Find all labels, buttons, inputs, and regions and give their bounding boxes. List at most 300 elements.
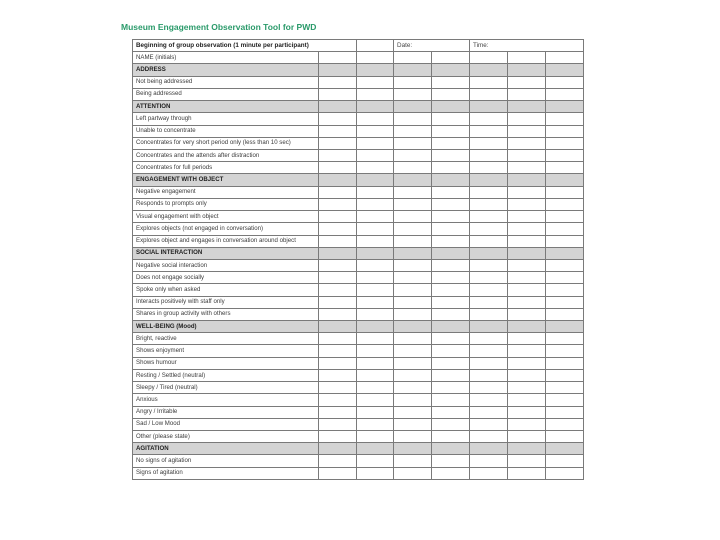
entry-cell[interactable]	[470, 174, 508, 186]
entry-cell[interactable]	[357, 113, 394, 125]
entry-cell[interactable]	[508, 113, 546, 125]
entry-cell[interactable]	[546, 272, 584, 284]
entry-cell[interactable]	[357, 101, 394, 113]
entry-cell[interactable]	[508, 321, 546, 333]
observation-item-label: Visual engagement with object	[133, 211, 319, 223]
entry-cell[interactable]	[470, 125, 508, 137]
observation-item-row	[133, 88, 584, 100]
entry-cell[interactable]	[432, 369, 470, 381]
entry-cell[interactable]	[357, 455, 394, 467]
entry-cell[interactable]	[508, 418, 546, 430]
entry-cell[interactable]	[508, 162, 546, 174]
entry-cell[interactable]	[319, 259, 357, 271]
entry-cell[interactable]	[508, 88, 546, 100]
entry-cell[interactable]	[357, 52, 394, 64]
entry-cell[interactable]	[319, 345, 357, 357]
observation-item-row	[133, 394, 584, 406]
entry-cell[interactable]	[394, 259, 432, 271]
entry-cell[interactable]	[508, 345, 546, 357]
observation-item-label: No signs of agitation	[133, 455, 319, 467]
observation-item-label: Shares in group activity with others	[133, 308, 319, 320]
entry-cell[interactable]	[546, 406, 584, 418]
entry-cell[interactable]	[394, 333, 432, 345]
entry-cell[interactable]	[319, 394, 357, 406]
entry-cell[interactable]	[394, 211, 432, 223]
entry-cell[interactable]	[432, 467, 470, 479]
entry-cell[interactable]	[394, 174, 432, 186]
entry-cell[interactable]	[470, 357, 508, 369]
entry-cell[interactable]	[470, 443, 508, 455]
entry-cell[interactable]	[357, 223, 394, 235]
entry-cell[interactable]	[432, 247, 470, 259]
entry-cell[interactable]	[319, 431, 357, 443]
entry-cell[interactable]	[546, 76, 584, 88]
entry-cell[interactable]	[470, 76, 508, 88]
entry-cell[interactable]	[394, 137, 432, 149]
entry-cell[interactable]	[432, 198, 470, 210]
entry-cell[interactable]	[508, 52, 546, 64]
observation-item-row	[133, 211, 584, 223]
entry-cell[interactable]	[432, 455, 470, 467]
entry-cell[interactable]	[357, 174, 394, 186]
entry-cell[interactable]	[432, 211, 470, 223]
entry-cell[interactable]	[470, 333, 508, 345]
time-label[interactable]: Time:	[470, 40, 584, 52]
form-title: Museum Engagement Observation Tool for PWD	[121, 22, 317, 32]
entry-cell[interactable]	[357, 162, 394, 174]
observation-item-row	[133, 223, 584, 235]
entry-cell[interactable]	[394, 272, 432, 284]
entry-cell[interactable]	[319, 247, 357, 259]
entry-cell[interactable]	[546, 394, 584, 406]
entry-cell[interactable]	[432, 308, 470, 320]
observation-item-row	[133, 259, 584, 271]
entry-cell[interactable]	[394, 357, 432, 369]
entry-cell[interactable]	[470, 137, 508, 149]
entry-cell[interactable]	[357, 64, 394, 76]
entry-cell[interactable]	[432, 64, 470, 76]
entry-cell[interactable]	[319, 333, 357, 345]
entry-cell[interactable]	[470, 52, 508, 64]
entry-cell[interactable]	[432, 223, 470, 235]
entry-cell[interactable]	[357, 443, 394, 455]
entry-cell[interactable]	[319, 174, 357, 186]
entry-cell[interactable]	[394, 467, 432, 479]
entry-cell[interactable]	[394, 284, 432, 296]
entry-cell[interactable]	[357, 382, 394, 394]
entry-cell[interactable]	[319, 272, 357, 284]
entry-cell[interactable]	[546, 357, 584, 369]
entry-cell[interactable]	[357, 284, 394, 296]
entry-cell[interactable]	[470, 198, 508, 210]
observation-item-row	[133, 369, 584, 381]
entry-cell[interactable]	[508, 247, 546, 259]
entry-cell[interactable]	[394, 406, 432, 418]
entry-cell[interactable]	[394, 321, 432, 333]
entry-cell[interactable]	[357, 345, 394, 357]
entry-cell[interactable]	[546, 52, 584, 64]
entry-cell[interactable]	[357, 186, 394, 198]
entry-cell[interactable]	[357, 321, 394, 333]
section-heading: ATTENTION	[133, 101, 319, 113]
section-heading: AGITATION	[133, 443, 319, 455]
observation-item-row	[133, 235, 584, 247]
entry-cell[interactable]	[319, 418, 357, 430]
entry-cell[interactable]	[357, 357, 394, 369]
entry-cell[interactable]	[470, 406, 508, 418]
observation-item-label: Being addressed	[133, 88, 319, 100]
entry-cell[interactable]	[319, 357, 357, 369]
observation-item-label: Concentrates and the attends after distraction	[133, 149, 319, 161]
entry-cell[interactable]	[432, 272, 470, 284]
entry-cell[interactable]	[546, 235, 584, 247]
entry-cell[interactable]	[357, 418, 394, 430]
entry-cell[interactable]	[470, 272, 508, 284]
section-heading-row	[133, 321, 584, 333]
entry-cell[interactable]	[432, 357, 470, 369]
entry-cell[interactable]	[319, 149, 357, 161]
entry-cell[interactable]	[319, 406, 357, 418]
section-heading: ENGAGEMENT WITH OBJECT	[133, 174, 319, 186]
entry-cell[interactable]	[470, 211, 508, 223]
observation-item-label: Other (please state)	[133, 431, 319, 443]
entry-cell[interactable]	[394, 431, 432, 443]
observation-item-label: Explores objects (not engaged in conversation)	[133, 223, 319, 235]
entry-cell[interactable]	[508, 284, 546, 296]
entry-cell[interactable]	[432, 186, 470, 198]
entry-cell[interactable]	[432, 443, 470, 455]
entry-cell[interactable]	[319, 198, 357, 210]
entry-cell[interactable]	[432, 296, 470, 308]
entry-cell[interactable]	[319, 52, 357, 64]
entry-cell[interactable]	[508, 394, 546, 406]
entry-cell[interactable]	[319, 162, 357, 174]
entry-cell[interactable]	[470, 455, 508, 467]
entry-cell[interactable]	[470, 88, 508, 100]
entry-cell[interactable]	[546, 333, 584, 345]
entry-cell[interactable]	[508, 198, 546, 210]
entry-cell[interactable]	[357, 211, 394, 223]
entry-cell[interactable]	[357, 296, 394, 308]
entry-cell[interactable]	[432, 333, 470, 345]
entry-cell[interactable]	[357, 467, 394, 479]
entry-cell[interactable]	[508, 296, 546, 308]
entry-cell[interactable]	[470, 101, 508, 113]
section-heading-row	[133, 174, 584, 186]
observation-item-row	[133, 333, 584, 345]
entry-cell[interactable]	[546, 321, 584, 333]
entry-cell[interactable]	[546, 88, 584, 100]
header-row	[133, 40, 584, 52]
entry-cell[interactable]	[508, 357, 546, 369]
entry-cell[interactable]	[546, 418, 584, 430]
entry-cell[interactable]	[432, 284, 470, 296]
entry-cell[interactable]	[508, 137, 546, 149]
observation-item-label: Explores object and engages in conversation around object	[133, 235, 319, 247]
entry-cell[interactable]	[470, 321, 508, 333]
entry-cell[interactable]	[508, 125, 546, 137]
entry-cell[interactable]	[546, 64, 584, 76]
entry-cell[interactable]	[470, 162, 508, 174]
entry-cell[interactable]	[470, 284, 508, 296]
entry-cell[interactable]	[546, 174, 584, 186]
entry-cell[interactable]	[319, 64, 357, 76]
entry-cell[interactable]	[470, 418, 508, 430]
observation-item-label: Responds to prompts only	[133, 198, 319, 210]
header-blank-cell[interactable]	[357, 40, 394, 52]
entry-cell[interactable]	[546, 467, 584, 479]
observation-item-label: Sad / Low Mood	[133, 418, 319, 430]
entry-cell[interactable]	[432, 174, 470, 186]
entry-cell[interactable]	[357, 137, 394, 149]
entry-cell[interactable]	[546, 296, 584, 308]
entry-cell[interactable]	[319, 467, 357, 479]
entry-cell[interactable]	[470, 345, 508, 357]
entry-cell[interactable]	[394, 149, 432, 161]
entry-cell[interactable]	[432, 382, 470, 394]
entry-cell[interactable]	[508, 101, 546, 113]
entry-cell[interactable]	[357, 125, 394, 137]
section-heading-row	[133, 443, 584, 455]
entry-cell[interactable]	[470, 369, 508, 381]
entry-cell[interactable]	[394, 443, 432, 455]
observation-item-row	[133, 431, 584, 443]
entry-cell[interactable]	[357, 259, 394, 271]
entry-cell[interactable]	[432, 76, 470, 88]
entry-cell[interactable]	[357, 149, 394, 161]
entry-cell[interactable]	[357, 369, 394, 381]
entry-cell[interactable]	[394, 52, 432, 64]
entry-cell[interactable]	[470, 113, 508, 125]
entry-cell[interactable]	[432, 88, 470, 100]
observation-item-label: Shows enjoyment	[133, 345, 319, 357]
entry-cell[interactable]	[470, 394, 508, 406]
entry-cell[interactable]	[319, 321, 357, 333]
entry-cell[interactable]	[470, 235, 508, 247]
entry-cell[interactable]	[546, 345, 584, 357]
observation-item-label: Sleepy / Tired (neutral)	[133, 382, 319, 394]
entry-cell[interactable]	[508, 431, 546, 443]
entry-cell[interactable]	[470, 247, 508, 259]
entry-cell[interactable]	[319, 76, 357, 88]
entry-cell[interactable]	[394, 345, 432, 357]
entry-cell[interactable]	[508, 369, 546, 381]
observation-item-label: Signs of agitation	[133, 467, 319, 479]
section-heading: SOCIAL INTERACTION	[133, 247, 319, 259]
entry-cell[interactable]	[432, 394, 470, 406]
entry-cell[interactable]	[546, 259, 584, 271]
entry-cell[interactable]	[432, 259, 470, 271]
entry-cell[interactable]	[319, 284, 357, 296]
entry-cell[interactable]	[394, 394, 432, 406]
entry-cell[interactable]	[432, 321, 470, 333]
entry-cell[interactable]	[546, 198, 584, 210]
entry-cell[interactable]	[508, 259, 546, 271]
entry-cell[interactable]	[546, 186, 584, 198]
entry-cell[interactable]	[546, 149, 584, 161]
observation-item-label: Does not engage socially	[133, 272, 319, 284]
entry-cell[interactable]	[432, 52, 470, 64]
observation-item-row	[133, 455, 584, 467]
observation-item-label: Angry / Irritable	[133, 406, 319, 418]
entry-cell[interactable]	[470, 149, 508, 161]
observation-item-row	[133, 76, 584, 88]
entry-cell[interactable]	[546, 431, 584, 443]
entry-cell[interactable]	[470, 431, 508, 443]
entry-cell[interactable]	[357, 406, 394, 418]
entry-cell[interactable]	[357, 247, 394, 259]
entry-cell[interactable]	[470, 64, 508, 76]
entry-cell[interactable]	[432, 113, 470, 125]
observation-item-row	[133, 382, 584, 394]
entry-cell[interactable]	[470, 296, 508, 308]
observation-item-row	[133, 186, 584, 198]
entry-cell[interactable]	[394, 418, 432, 430]
entry-cell[interactable]	[357, 88, 394, 100]
entry-cell[interactable]	[508, 467, 546, 479]
entry-cell[interactable]	[546, 101, 584, 113]
entry-cell[interactable]	[394, 101, 432, 113]
entry-cell[interactable]	[432, 406, 470, 418]
observation-item-row	[133, 467, 584, 479]
entry-cell[interactable]	[394, 296, 432, 308]
entry-cell[interactable]	[319, 382, 357, 394]
entry-cell[interactable]	[432, 137, 470, 149]
entry-cell[interactable]	[546, 125, 584, 137]
entry-cell[interactable]	[394, 369, 432, 381]
entry-cell[interactable]	[508, 76, 546, 88]
entry-cell[interactable]	[357, 431, 394, 443]
entry-cell[interactable]	[508, 149, 546, 161]
entry-cell[interactable]	[319, 369, 357, 381]
entry-cell[interactable]	[394, 162, 432, 174]
entry-cell[interactable]	[394, 113, 432, 125]
entry-cell[interactable]	[394, 64, 432, 76]
entry-cell[interactable]	[394, 308, 432, 320]
group-observation-label: Beginning of group observation (1 minute per participant)	[133, 40, 357, 52]
entry-cell[interactable]	[319, 88, 357, 100]
entry-cell[interactable]	[319, 211, 357, 223]
entry-cell[interactable]	[546, 223, 584, 235]
entry-cell[interactable]	[508, 186, 546, 198]
observation-item-label: Resting / Settled (neutral)	[133, 369, 319, 381]
date-label[interactable]: Date:	[394, 40, 470, 52]
entry-cell[interactable]	[357, 394, 394, 406]
observation-item-label: Interacts positively with staff only	[133, 296, 319, 308]
entry-cell[interactable]	[432, 162, 470, 174]
entry-cell[interactable]	[357, 333, 394, 345]
entry-cell[interactable]	[508, 235, 546, 247]
entry-cell[interactable]	[319, 296, 357, 308]
entry-cell[interactable]	[546, 113, 584, 125]
entry-cell[interactable]	[470, 467, 508, 479]
entry-cell[interactable]	[394, 223, 432, 235]
observation-item-label: Unable to concentrate	[133, 125, 319, 137]
name-label: NAME (initials)	[133, 52, 319, 64]
entry-cell[interactable]	[394, 125, 432, 137]
entry-cell[interactable]	[319, 113, 357, 125]
observation-item-label: Shows humour	[133, 357, 319, 369]
section-heading-row	[133, 101, 584, 113]
entry-cell[interactable]	[508, 211, 546, 223]
entry-cell[interactable]	[470, 259, 508, 271]
entry-cell[interactable]	[432, 345, 470, 357]
entry-cell[interactable]	[319, 223, 357, 235]
entry-cell[interactable]	[319, 455, 357, 467]
entry-cell[interactable]	[546, 284, 584, 296]
entry-cell[interactable]	[357, 76, 394, 88]
entry-cell[interactable]	[432, 431, 470, 443]
entry-cell[interactable]	[432, 125, 470, 137]
entry-cell[interactable]	[508, 223, 546, 235]
entry-cell[interactable]	[470, 308, 508, 320]
entry-cell[interactable]	[508, 455, 546, 467]
entry-cell[interactable]	[546, 211, 584, 223]
entry-cell[interactable]	[470, 186, 508, 198]
entry-cell[interactable]	[546, 443, 584, 455]
entry-cell[interactable]	[394, 88, 432, 100]
entry-cell[interactable]	[394, 455, 432, 467]
entry-cell[interactable]	[546, 382, 584, 394]
entry-cell[interactable]	[394, 247, 432, 259]
observation-item-label: Concentrates for very short period only (less than 10 sec)	[133, 137, 319, 149]
observation-item-row	[133, 272, 584, 284]
entry-cell[interactable]	[508, 308, 546, 320]
observation-item-label: Negative social interaction	[133, 259, 319, 271]
entry-cell[interactable]	[508, 272, 546, 284]
entry-cell[interactable]	[432, 418, 470, 430]
entry-cell[interactable]	[508, 443, 546, 455]
observation-item-label: Concentrates for full periods	[133, 162, 319, 174]
entry-cell[interactable]	[357, 198, 394, 210]
entry-cell[interactable]	[319, 125, 357, 137]
entry-cell[interactable]	[470, 223, 508, 235]
entry-cell[interactable]	[470, 382, 508, 394]
entry-cell[interactable]	[319, 186, 357, 198]
entry-cell[interactable]	[508, 174, 546, 186]
entry-cell[interactable]	[508, 64, 546, 76]
entry-cell[interactable]	[508, 382, 546, 394]
entry-cell[interactable]	[394, 186, 432, 198]
entry-cell[interactable]	[546, 455, 584, 467]
entry-cell[interactable]	[546, 308, 584, 320]
entry-cell[interactable]	[432, 101, 470, 113]
entry-cell[interactable]	[319, 308, 357, 320]
entry-cell[interactable]	[432, 235, 470, 247]
entry-cell[interactable]	[394, 76, 432, 88]
entry-cell[interactable]	[546, 369, 584, 381]
entry-cell[interactable]	[394, 382, 432, 394]
entry-cell[interactable]	[546, 137, 584, 149]
observation-item-row	[133, 357, 584, 369]
entry-cell[interactable]	[319, 443, 357, 455]
entry-cell[interactable]	[432, 149, 470, 161]
section-heading: ADDRESS	[133, 64, 319, 76]
entry-cell[interactable]	[546, 247, 584, 259]
entry-cell[interactable]	[319, 235, 357, 247]
entry-cell[interactable]	[319, 137, 357, 149]
entry-cell[interactable]	[357, 235, 394, 247]
entry-cell[interactable]	[357, 272, 394, 284]
entry-cell[interactable]	[546, 162, 584, 174]
entry-cell[interactable]	[394, 198, 432, 210]
entry-cell[interactable]	[508, 406, 546, 418]
observation-item-row	[133, 345, 584, 357]
entry-cell[interactable]	[357, 308, 394, 320]
entry-cell[interactable]	[508, 333, 546, 345]
entry-cell[interactable]	[319, 101, 357, 113]
entry-cell[interactable]	[394, 235, 432, 247]
